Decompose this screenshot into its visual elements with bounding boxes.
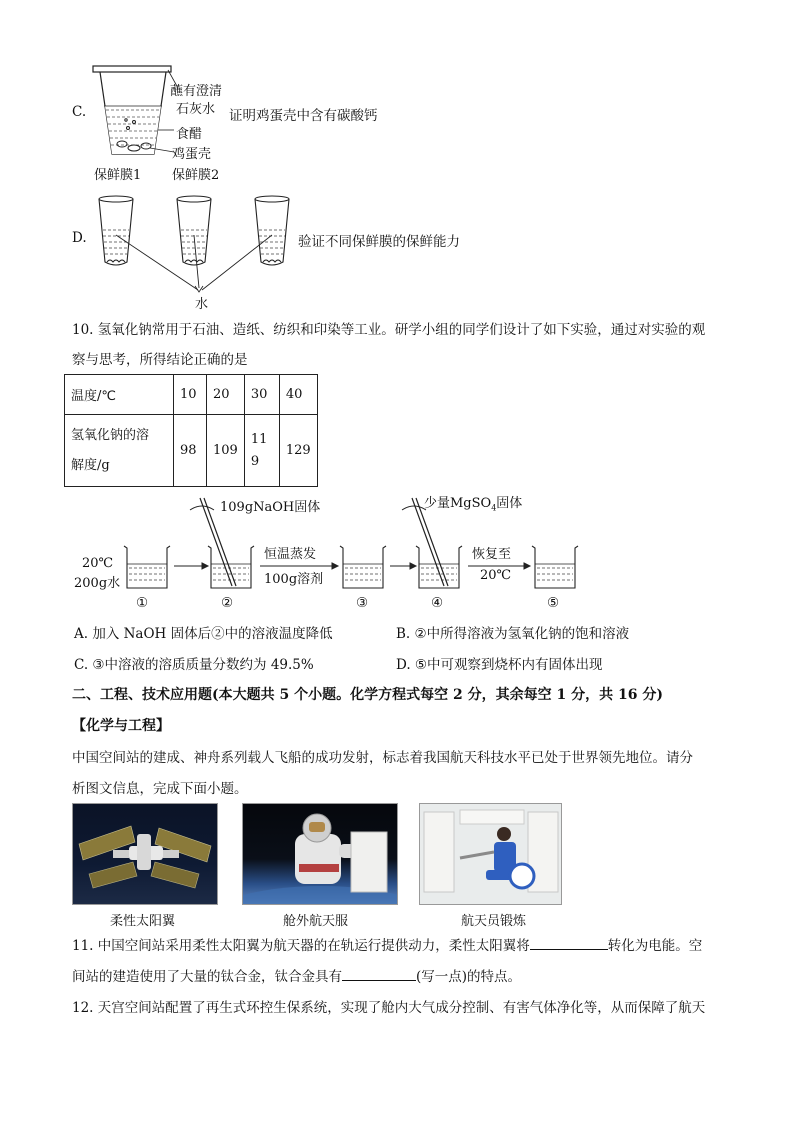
q11-line1 [72,934,702,954]
q11-line2 [72,965,521,985]
option-c: C. ③中溶液的溶质质量分数约为 49.5% [74,657,314,673]
table-row [65,415,318,487]
q10-stem-line2: 察与思考，所得结论正确的是 [72,352,248,368]
solubility-header-line1: 氢氧化钠的溶 [71,427,150,443]
option-b: B. ②中所得溶液为氢氧化钠的饱和溶液 [396,626,630,642]
eggshell-label: 鸡蛋壳 [172,147,212,162]
solubility-header [65,415,174,487]
solubility-header-line2: 解度/g [71,457,110,473]
solar-wing-photo [72,803,218,905]
intro-line1: 中国空间站的建成、神舟系列载人飞船的成功发射，标志着我国航天科技水平已处于世界领先地位。请分 [72,750,693,766]
mgso4-subscript: 4 [491,503,497,513]
start-water-label: 200g水 [74,576,121,591]
table-cell: 40 [279,375,317,415]
restore-label: 恢复至 [472,547,512,562]
q10-number: 10. [72,322,94,338]
photo-caption: 柔性太阳翼 [110,914,176,929]
table-cell: 129 [279,415,317,487]
beaker-label: ① [136,595,149,611]
restore-temp-label: 20℃ [480,568,512,583]
intro-line2: 析图文信息，完成下面小题。 [72,781,248,797]
option-d-description: 验证不同保鲜膜的保鲜能力 [298,234,460,250]
answer-blank[interactable] [342,980,416,981]
astronaut-exercise-photo [419,803,562,905]
vinegar-label: 食醋 [176,127,203,142]
photo-caption: 航天员锻炼 [461,914,527,929]
evaporate-label-2: 100g溶剂 [264,572,324,587]
q11-text-d: (写一点)的特点。 [416,969,522,985]
lime-water-label: 蘸有澄清 [170,84,223,99]
beaker-label: ⑤ [547,595,560,611]
option-d-letter: D. [72,230,87,246]
table-cell: 11 9 [244,415,279,487]
evaporate-label: 恒温蒸发 [264,547,317,562]
film1-label: 保鲜膜1 [94,168,142,183]
answer-blank[interactable] [530,949,608,950]
q11-text-b: 转化为电能。空 [607,938,703,954]
option-c-description: 证明鸡蛋壳中含有碳酸钙 [229,108,378,124]
water-label: 水 [195,297,209,312]
section-subheading: 【化学与工程】 [72,718,170,734]
q10-stem-line1 [72,318,705,338]
table-cell: 10 [174,375,207,415]
table-cell: 20 [207,375,245,415]
beaker-label: ③ [356,595,369,611]
q10-stem-text: 氢氧化钠常用于石油、造纸、纺织和印染等工业。研学小组的同学们设计了如下实验，通过对实验的观 [97,322,706,338]
solubility-table [64,374,318,487]
plastic-wrap-cups-figure [96,190,306,308]
film2-label: 保鲜膜2 [172,168,220,183]
mgso4-text: 少量MgSO [424,496,492,511]
table-cell: 30 [244,375,279,415]
mgso4-suffix: 固体 [496,496,523,511]
start-temp-label: 20℃ [82,556,114,571]
temperature-header: 温度/℃ [65,375,174,415]
table-cell: 98 [174,415,207,487]
beaker-label: ④ [431,595,444,611]
spacesuit-photo [242,803,398,905]
section-heading: 二、工程、技术应用题(本大题共 5 个小题。化学方程式每空 2 分，其余每空 1 分，共 16 分) [72,687,663,703]
add-mgso4-label [424,492,522,513]
add-naoh-label: 109gNaOH固体 [220,500,321,515]
table-cell: 109 [207,415,245,487]
photo-caption: 舱外航天服 [283,914,349,929]
option-c-letter: C. [72,104,87,120]
option-a: A. 加入 NaOH 固体后②中的溶液温度降低 [74,626,333,642]
option-d: D. ⑤中可观察到烧杯内有固体出现 [396,657,603,673]
q11-text-a: 11. 中国空间站采用柔性太阳翼为航天器的在轨运行提供动力，柔性太阳翼将 [72,938,530,954]
q12-line1: 12. 天宫空间站配置了再生式环控生保系统，实现了舱内大气成分控制、有害气体净化等，从而保障了航天 [72,1000,706,1016]
q11-text-c: 间站的建造使用了大量的钛合金，钛合金具有 [72,969,342,985]
lime-water-label-2: 石灰水 [176,102,216,117]
beaker-label: ② [221,595,234,611]
table-row [65,375,318,415]
